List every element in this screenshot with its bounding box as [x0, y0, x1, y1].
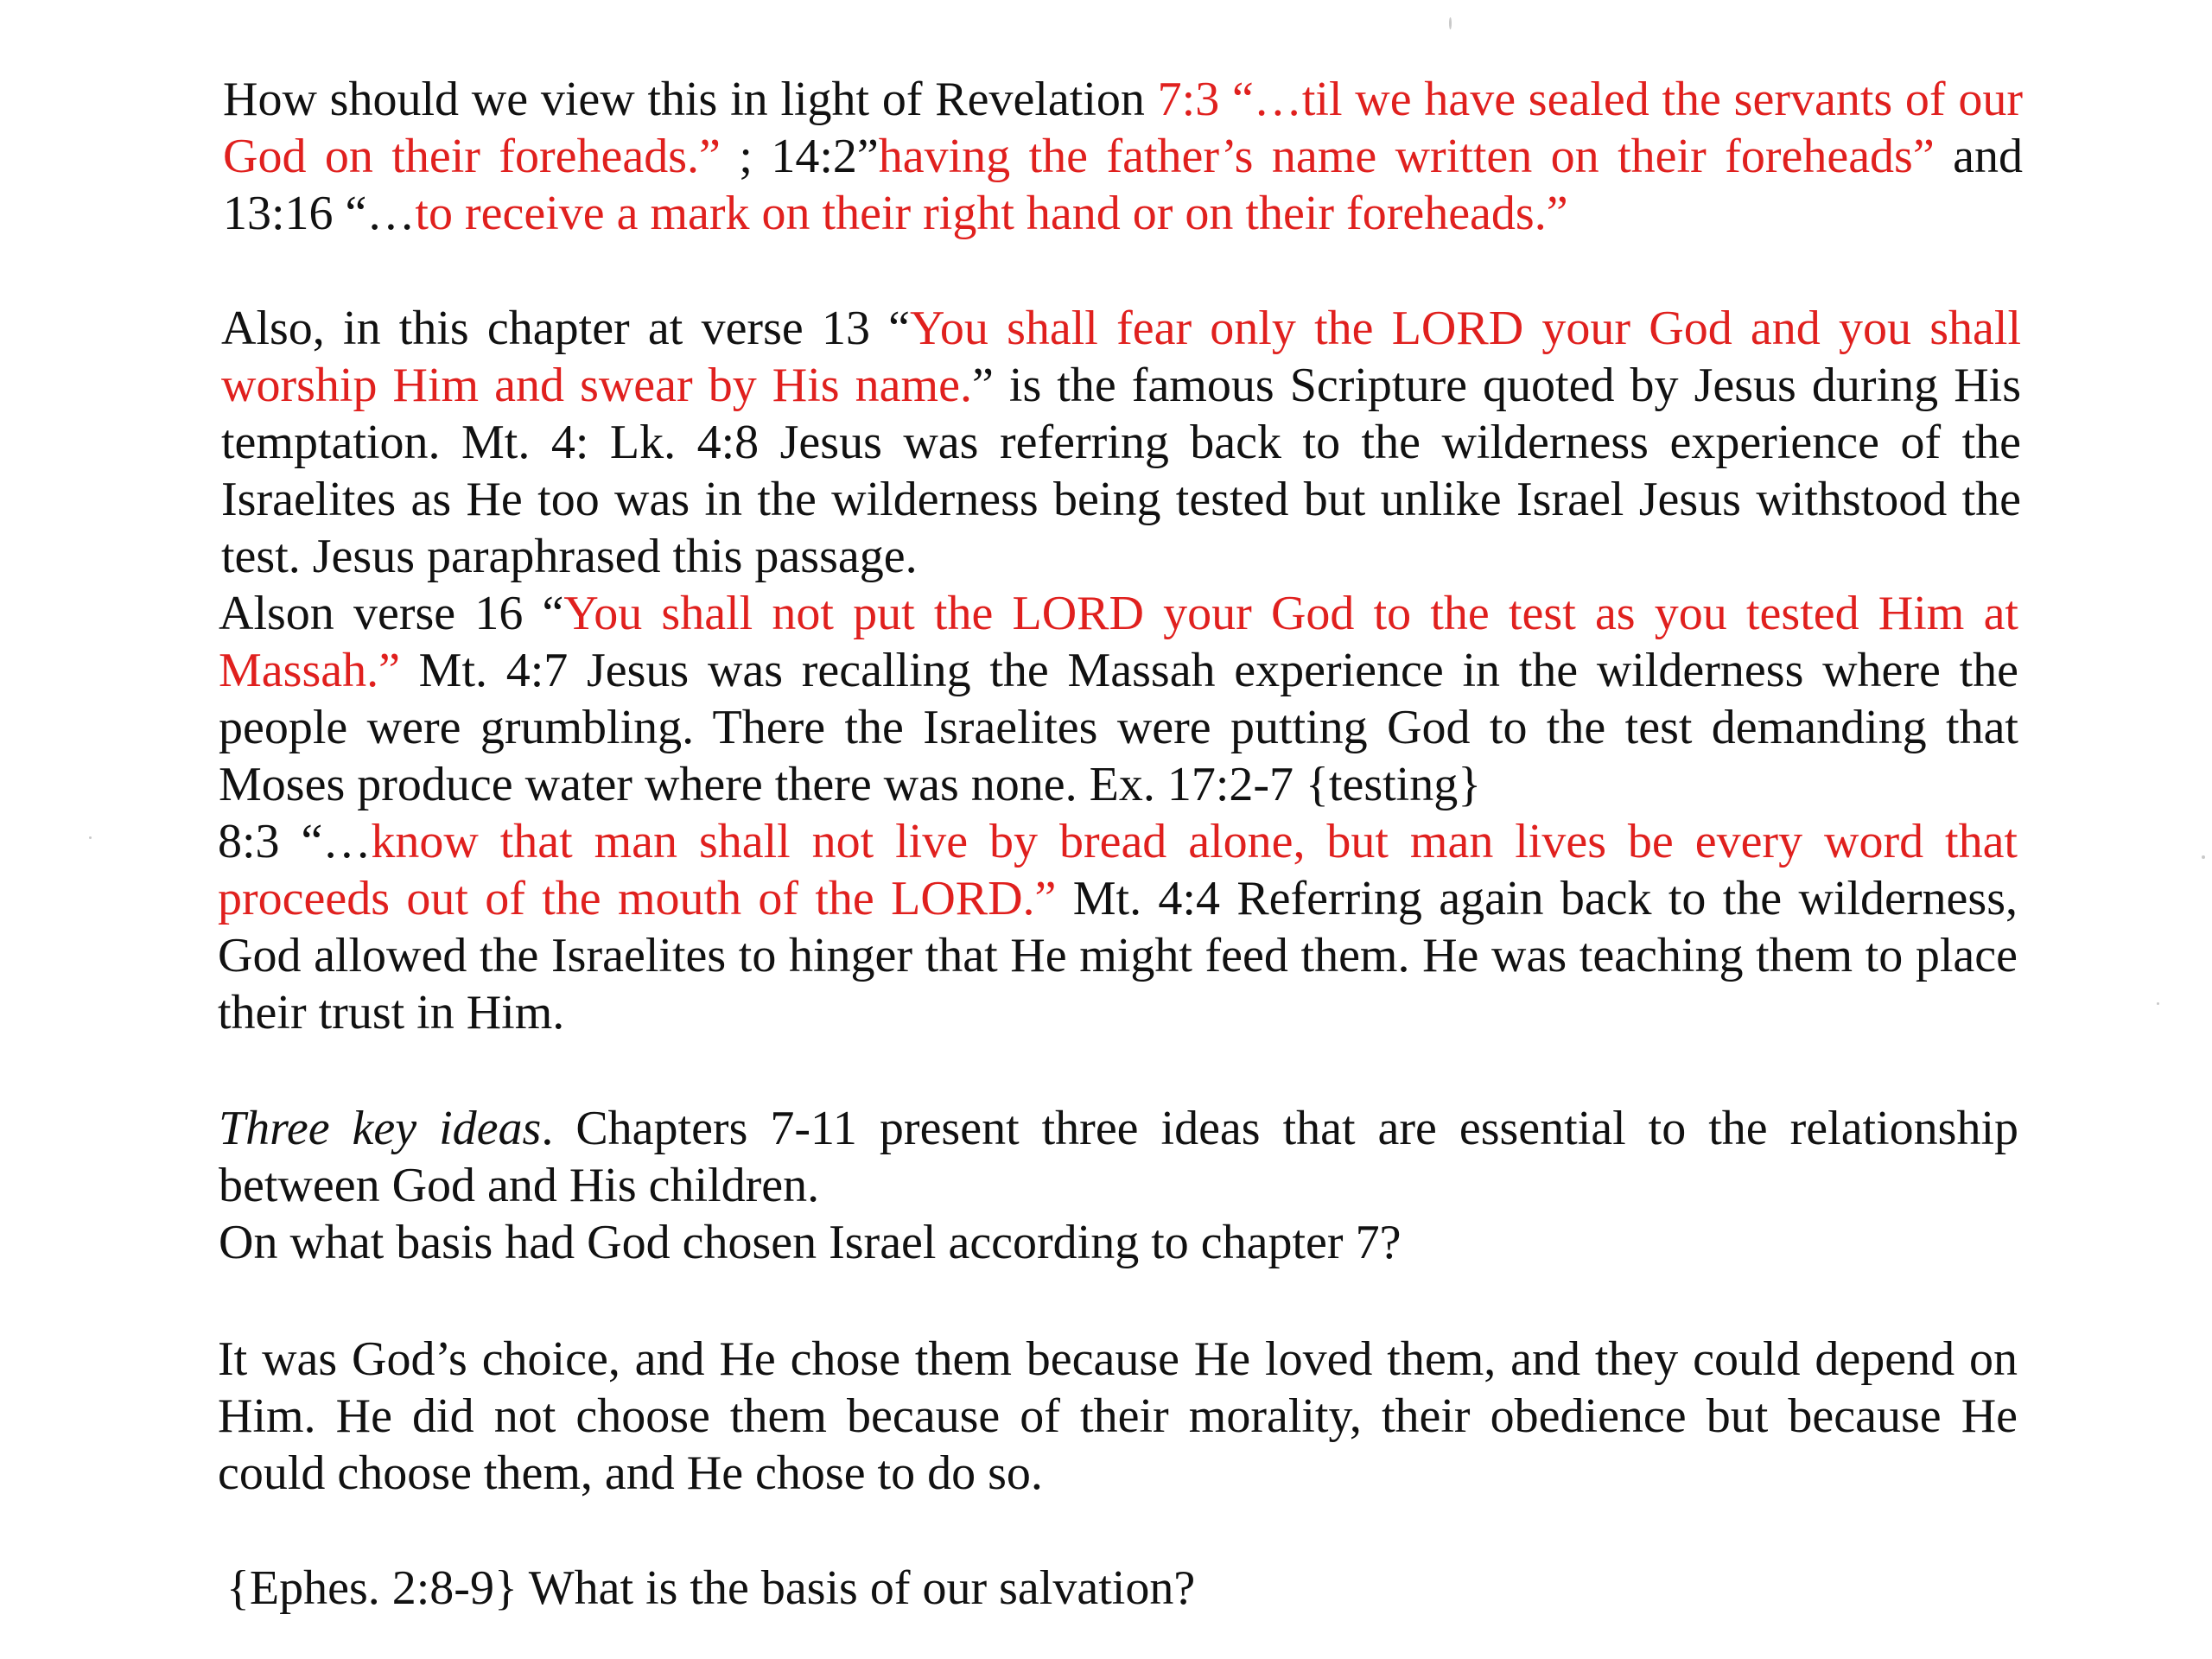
paragraph-verse-13 [221, 300, 2021, 585]
text-run: Alson verse 16 “ [219, 587, 564, 640]
paragraph-revelation-question [223, 71, 2023, 242]
text-run: On what basis had God chosen Israel according to chapter 7? [219, 1216, 1402, 1269]
scan-speck [89, 836, 92, 839]
question-salvation [226, 1560, 2026, 1617]
scan-speck [2157, 1002, 2159, 1005]
scan-speck [1449, 17, 1452, 29]
text-run: Also, in this chapter at verse 13 “ [221, 302, 911, 355]
text-run: 8:3 “… [218, 815, 372, 868]
scripture-quote: You shall not put the LORD your God to the test as you tested Him at Massah.” [219, 587, 2018, 697]
text-run: Mt. 4:7 Jesus was recalling the Massah experience in the wilderness where the people were grumbling. There the Israelites were putting God to the test demanding that Moses produce water where there was none. Ex. 17:2-7 {testing} [219, 644, 2018, 811]
question-chapter-7 [219, 1214, 2018, 1271]
text-run: {Ephes. 2:8-9} What is the basis of our salvation? [226, 1561, 1196, 1615]
paragraph-verse-8-3 [218, 813, 2018, 1041]
paragraph-gods-choice [218, 1331, 2018, 1502]
scripture-quote: having the father’s name written on their foreheads” [878, 130, 1935, 183]
scan-speck [2202, 855, 2205, 859]
text-run: . Chapters 7-11 present three ideas that are essential to the relationship between God and His children. [219, 1102, 2019, 1212]
section-heading: Three key ideas [219, 1102, 542, 1155]
paragraph-verse-16 [219, 585, 2018, 813]
paragraph-three-key-ideas [219, 1100, 2018, 1214]
text-run: ; 14:2” [720, 130, 879, 183]
text-run: Mt. 4:4 Referring again back to the wilderness, God allowed the Israelites to hinger that He might feed them. He was teaching them to place their trust in Him. [218, 872, 2018, 1039]
text-run: It was God’s choice, and He chose them because He loved them, and they could depend on Him. He did not choose them because of their morality, their obedience but because He could choose them, and He chose to do so. [218, 1332, 2018, 1500]
text-run: ” is the famous Scripture quoted by Jesus during His temptation. Mt. 4: Lk. 4:8 Jesus was referring back to the wilderness experience of the Israelites as He too was in the wilderness being tested but unlike Israel Jesus withstood the test. Jesus paraphrased this passage. [221, 359, 2021, 583]
scripture-quote: to receive a mark on their right hand or on their foreheads.” [415, 187, 1568, 240]
scripture-quote: know that man shall not live by bread alone, but man lives be every word that proceeds out of the mouth of the LORD.” [218, 815, 2018, 925]
text-run: How should we view this in light of Revelation [223, 73, 1158, 126]
scripture-quote: 7:3 “…til we have sealed the servants of our God on their foreheads.” [223, 73, 2023, 183]
scripture-quote: You shall fear only the LORD your God and you shall worship Him and swear by His name. [221, 302, 2021, 412]
text-run: and 13:16 “… [223, 130, 2023, 240]
